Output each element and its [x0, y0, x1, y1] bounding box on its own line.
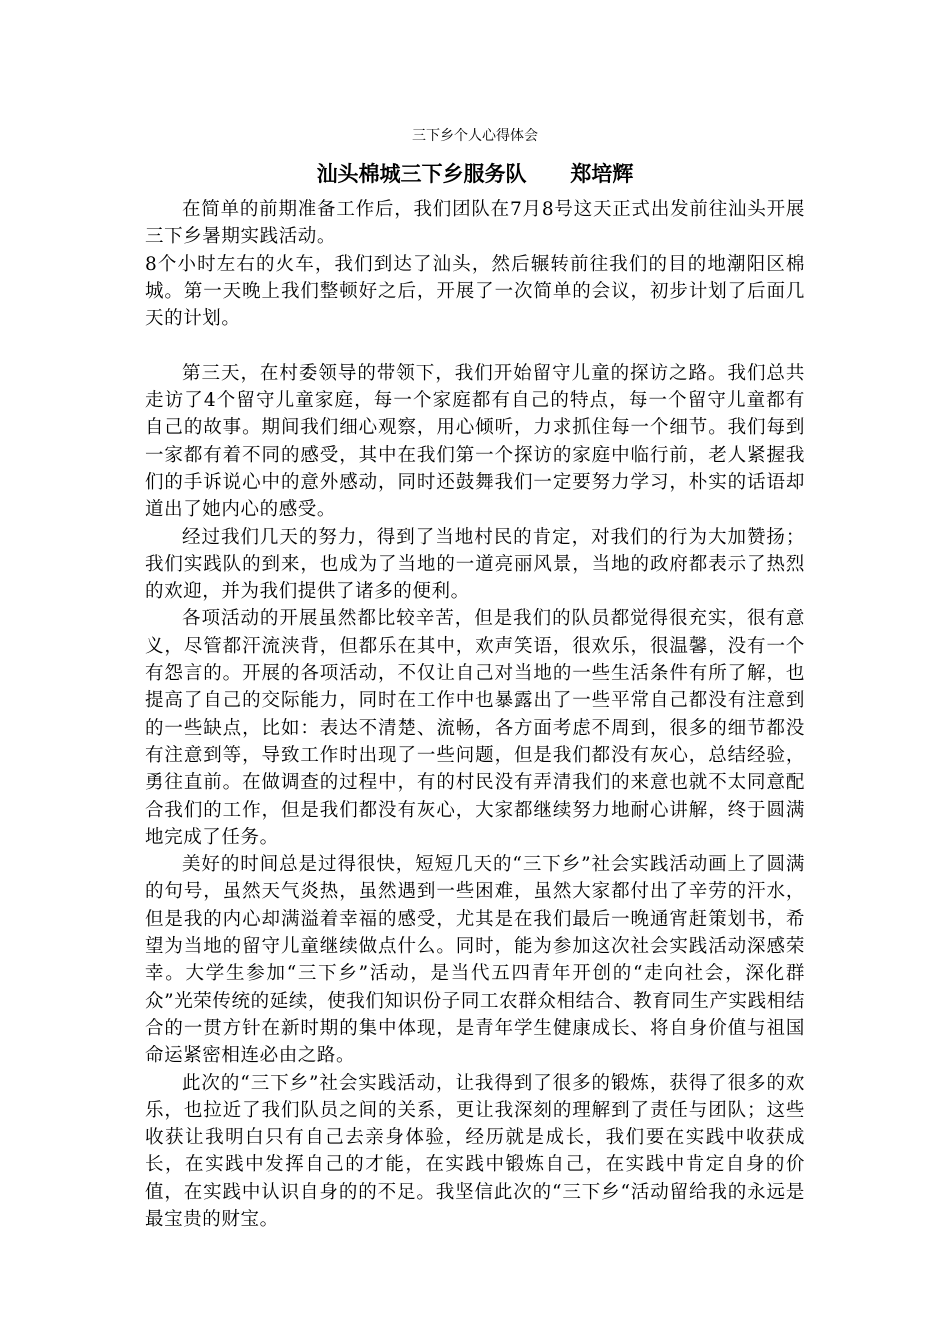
paragraph-2: 8个小时左右的火车，我们到达了汕头，然后辗转前往我们的目的地潮阳区棉城。第一天晚上我们整顿好之后，开展了一次简单的会议，初步计划了后面几天的计划。	[145, 253, 805, 330]
paragraph-7: 此次的“三下乡”社会实践活动，让我得到了很多的锻炼，获得了很多的欢乐，也拉近了我们队员之间的关系，更让我深刻的理解到了责任与团队；这些收获让我明白只有自己去亲身体验，经历就是成长，我们要在实践中收获成长，在实践中发挥自己的才能，在实践中锻炼自己，在实践中肯定自身的价值，在实践中认识自身的的不足。我坚信此次的“三下乡“活动留给我的永远是最宝贵的财宝。	[145, 1072, 805, 1230]
paragraph-4: 经过我们几天的努力，得到了当地村民的肯定，对我们的行为大加赞扬；我们实践队的到来，也成为了当地的一道亮丽风景，当地的政府都表示了热烈的欢迎，并为我们提供了诸多的便利。	[145, 526, 805, 603]
paragraph-3: 第三天，在村委领导的带领下，我们开始留守儿童的探访之路。我们总共走访了4个留守儿童家庭，每一个家庭都有自己的特点，每一个留守儿童都有自己的故事。期间我们细心观察，用心倾听，力求抓住每一个细节。我们每到一家都有着不同的感受，其中在我们第一个探访的家庭中临行前，老人紧握我们的手诉说心中的意外感动，同时还鼓舞我们一定要努力学习，朴实的话语却道出了她内心的感受。	[145, 362, 805, 521]
paragraph-6: 美好的时间总是过得很快，短短几天的“三下乡”社会实践活动画上了圆满的句号，虽然天气炎热，虽然遇到一些困难，虽然大家都付出了辛劳的汗水，但是我的内心却满溢着幸福的感受，尤其是在我们最后一晚通宵赶策划书，希望为当地的留守儿童继续做点什么。同时，能为参加这次社会实践活动深感荣幸。大学生参加“三下乡”活动，是当代五四青年开创的“走向社会，深化群众”光荣传统的延续，使我们知识份子同工农群众相结合、教育同生产实践相结合的一贯方针在新时期的集中体现，是青年学生健康成长、将自身价值与祖国命运紧密相连必由之路。	[145, 854, 805, 1067]
document-page	[145, 124, 805, 1233]
document-header: 三下乡个人心得体会	[412, 128, 538, 144]
paragraph-1: 在简单的前期准备工作后，我们团队在7月8号这天正式出发前往汕头开展三下乡暑期实践活动。	[145, 199, 805, 248]
paragraph-5: 各项活动的开展虽然都比较辛苦，但是我们的队员都觉得很充实，很有意义，尽管都汗流浃背，但都乐在其中，欢声笑语，很欢乐，很温馨，没有一个有怨言的。开展的各项活动，不仅让自己对当地的一些生活条件有所了解，也提高了自己的交际能力，同时在工作中也暴露出了一些平常自己都没有注意到的一些缺点，比如：表达不清楚、流畅，各方面考虑不周到，很多的细节都没有注意到等，导致工作时出现了一些问题，但是我们都没有灰心，总结经验，勇往直前。在做调查的过程中，有的村民没有弄清我们的来意也就不太同意配合我们的工作，但是我们都没有灰心，大家都继续努力地耐心讲解，终于圆满地完成了任务。	[145, 608, 805, 848]
paragraph-spacer	[145, 332, 805, 359]
document-title: 汕头棉城三下乡服务队 郑培辉	[316, 162, 634, 186]
